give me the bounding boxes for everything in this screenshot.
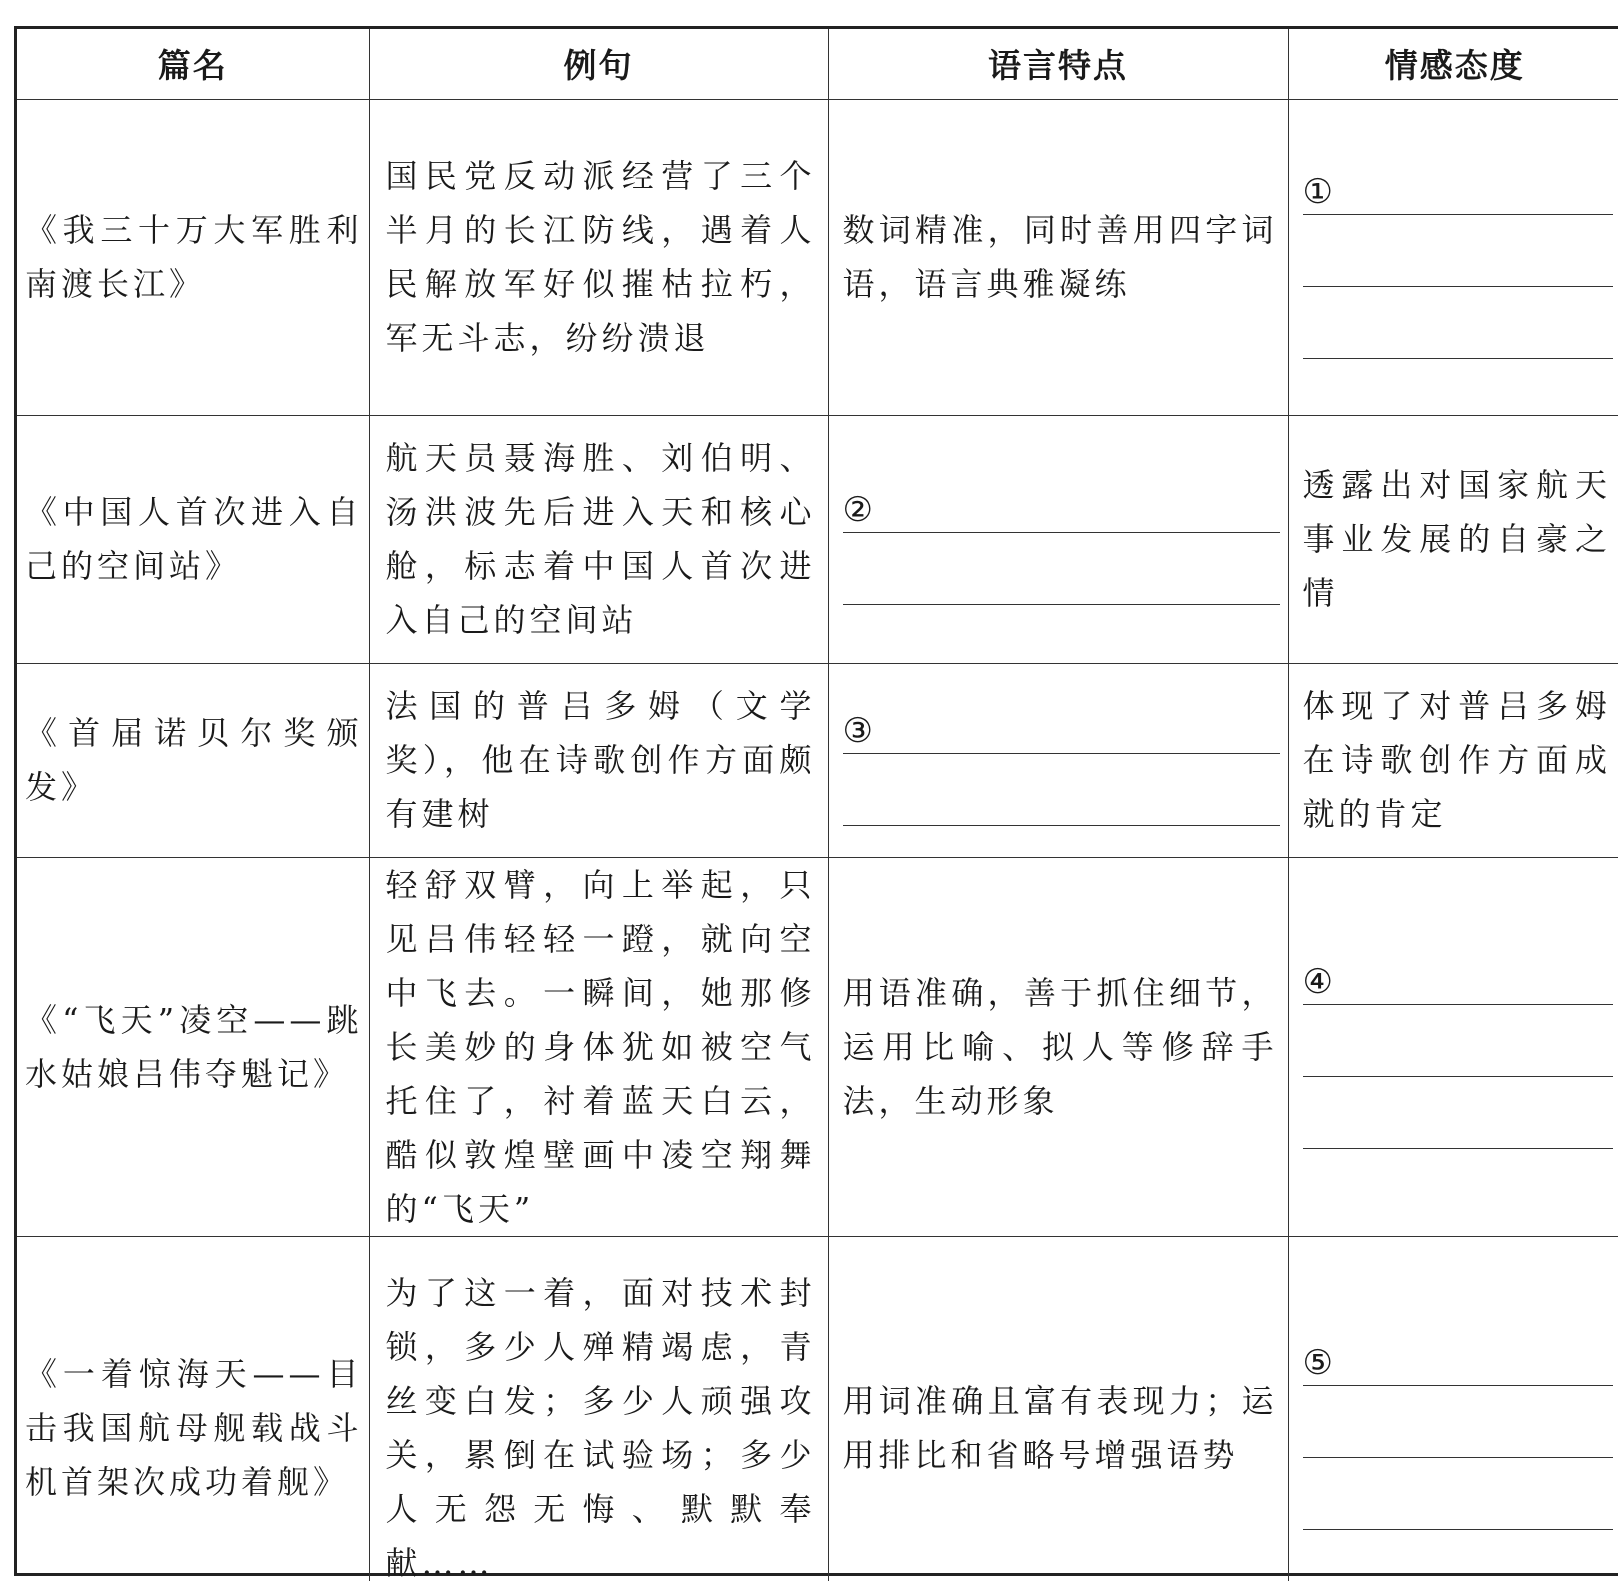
feeling-text: 体现了对普吕多姆在诗歌创作方面成就的肯定 — [1302, 687, 1611, 833]
answer-line[interactable] — [1303, 1398, 1614, 1458]
feature-cell — [828, 663, 1288, 857]
blank-number: ⑤ — [1303, 1343, 1339, 1383]
sentence-cell — [369, 99, 828, 415]
feeling-cell — [1288, 415, 1618, 663]
feature-text: 数词精准，同时善用四字词语，语言典雅凝练 — [842, 211, 1278, 303]
feature-cell — [828, 99, 1288, 415]
sentence-text: 为了这一着，面对技术封锁，多少人殚精竭虑，青丝变白发；多少人顽强攻关，累倒在试验场；多少人无怨无悔、默默奉献…… — [385, 1273, 816, 1581]
feature-text: 用语准确，善于抓住细节，运用比喻、拟人等修辞手法，生动形象 — [842, 973, 1278, 1120]
sentence-cell — [369, 857, 828, 1236]
title-cell — [17, 415, 369, 663]
feeling-cell — [1288, 1236, 1618, 1581]
answer-line[interactable] — [1303, 1470, 1614, 1530]
header-feature: 语言特点 — [828, 29, 1288, 99]
title-cell — [17, 857, 369, 1236]
table-row — [17, 1236, 1618, 1581]
answer-line[interactable] — [1303, 299, 1614, 359]
title-text: 《首届诺贝尔奖颁发》 — [25, 714, 363, 806]
blank-number: ② — [843, 490, 879, 530]
comparison-table — [17, 29, 1618, 1581]
sentence-text: 国民党反动派经营了三个半月的长江防线，遇着人民解放军好似摧枯拉朽，军无斗志，纷纷溃退 — [385, 157, 816, 357]
blank-number: ④ — [1303, 962, 1339, 1002]
table-row — [17, 415, 1618, 663]
table-row — [17, 663, 1618, 857]
answer-blank[interactable] — [829, 473, 1288, 605]
answer-line[interactable] — [1303, 1017, 1614, 1077]
blank-number: ① — [1303, 172, 1339, 212]
answer-line[interactable] — [1303, 155, 1614, 215]
feature-cell — [828, 857, 1288, 1236]
header-sentence: 例句 — [369, 29, 828, 99]
answer-blank[interactable] — [1289, 1326, 1618, 1530]
table-header-row — [17, 29, 1618, 99]
answer-line[interactable] — [843, 545, 1280, 605]
feature-text: 用词准确且富有表现力；运用排比和省略号增强语势 — [842, 1381, 1278, 1474]
answer-line[interactable] — [843, 473, 1280, 533]
table-row — [17, 99, 1618, 415]
feature-cell — [828, 415, 1288, 663]
feature-cell — [828, 1236, 1288, 1581]
title-text: 《中国人首次进入自己的空间站》 — [25, 493, 363, 585]
blank-number: ③ — [843, 711, 879, 751]
feeling-cell — [1288, 663, 1618, 857]
answer-line[interactable] — [1303, 945, 1614, 1005]
answer-line[interactable] — [1303, 1089, 1614, 1149]
table-row — [17, 857, 1618, 1236]
title-text: 《我三十万大军胜利南渡长江》 — [25, 211, 363, 303]
title-cell — [17, 99, 369, 415]
answer-blank[interactable] — [1289, 945, 1618, 1149]
answer-line[interactable] — [843, 766, 1280, 826]
title-cell — [17, 1236, 369, 1581]
sentence-cell — [369, 1236, 828, 1581]
title-text: 《一着惊海天——目击我国航母舰载战斗机首架次成功着舰》 — [25, 1354, 363, 1501]
answer-line[interactable] — [1303, 1326, 1614, 1386]
sentence-cell — [369, 415, 828, 663]
answer-line[interactable] — [1303, 227, 1614, 287]
feeling-cell — [1288, 99, 1618, 415]
comparison-table-frame — [14, 26, 1618, 1581]
sentence-cell — [369, 663, 828, 857]
title-text: 《“飞天”凌空——跳水姑娘吕伟夺魁记》 — [25, 1000, 363, 1093]
feeling-cell — [1288, 857, 1618, 1236]
sentence-text: 航天员聂海胜、刘伯明、汤洪波先后进入天和核心舱，标志着中国人首次进入自己的空间站 — [385, 439, 816, 639]
header-feeling: 情感态度 — [1288, 29, 1618, 99]
sentence-text: 轻舒双臂，向上举起，只见吕伟轻轻一蹬，就向空中飞去。一瞬间，她那修长美妙的身体犹如被空气托住了，衬着蓝天白云，酷似敦煌壁画中凌空翔舞的“飞天” — [385, 865, 816, 1228]
feeling-text: 透露出对国家航天事业发展的自豪之情 — [1302, 466, 1611, 612]
header-title: 篇名 — [17, 29, 369, 99]
sentence-text: 法国的普吕多姆（文学奖），他在诗歌创作方面颇有建树 — [385, 687, 816, 833]
answer-line[interactable] — [843, 694, 1280, 754]
answer-blank[interactable] — [1289, 155, 1618, 359]
answer-blank[interactable] — [829, 694, 1288, 826]
title-cell — [17, 663, 369, 857]
